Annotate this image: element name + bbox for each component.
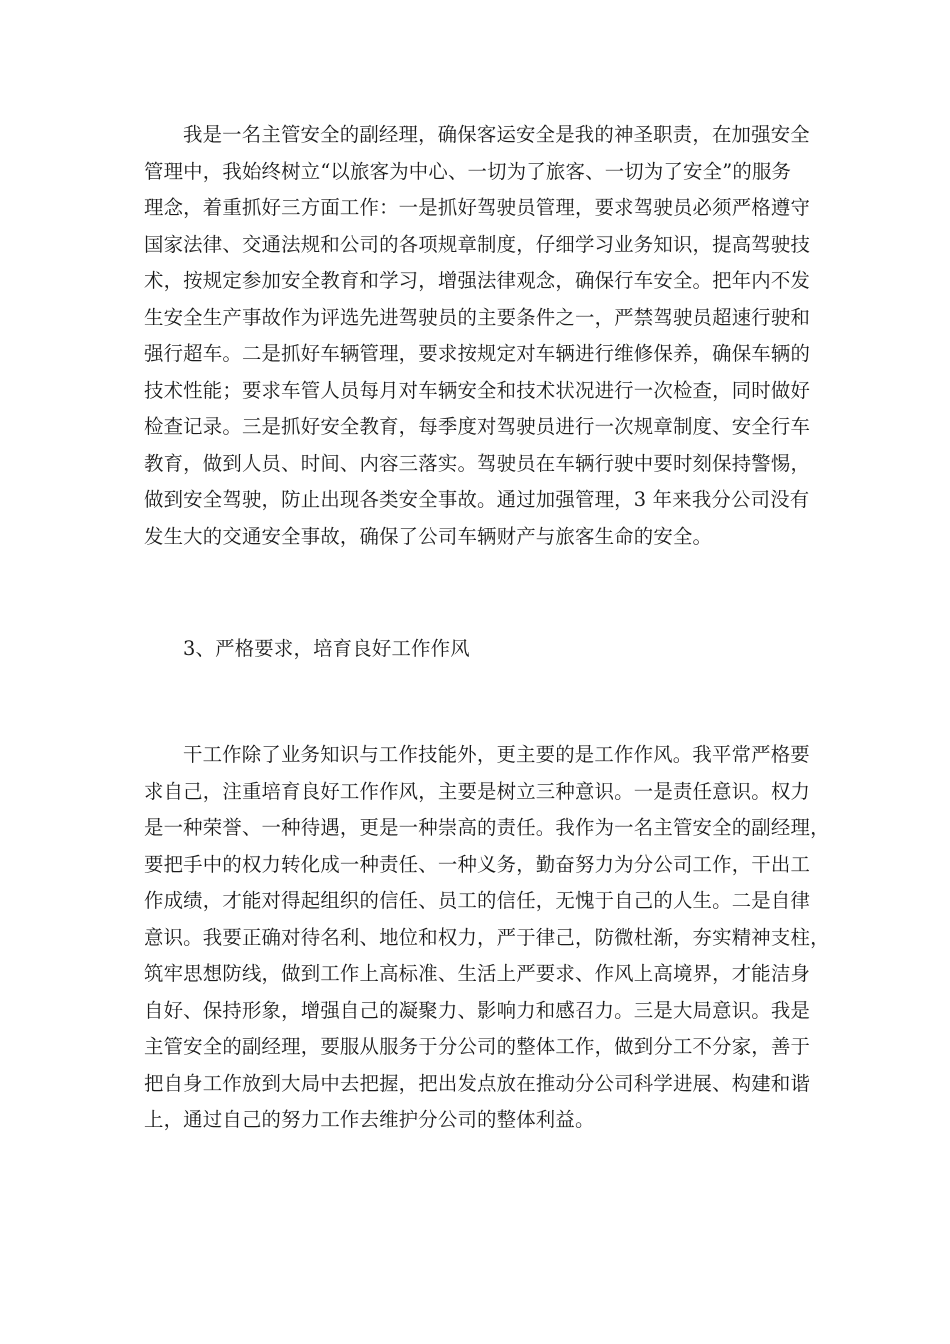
paragraph-line: 技术性能；要求车管人员每月对车辆安全和技术状况进行一次检查，同时做好 — [144, 378, 811, 402]
paragraph-line: 作成绩，才能对得起组织的信任、员工的信任，无愧于自己的人生。二是自律 — [144, 889, 811, 912]
paragraph-line: 检查记录。三是抓好安全教育，每季度对驾驶员进行一次规章制度、安全行车 — [144, 415, 811, 438]
paragraph-line: 主管安全的副经理，要服从服务于分公司的整体工作，做到分工不分家，善于 — [144, 1035, 811, 1058]
paragraph-line: 生安全生产事故作为评选先进驾驶员的主要条件之一，严禁驾驶员超速行驶和 — [144, 305, 811, 329]
paragraph-line: 把自身工作放到大局中去把握，把出发点放在推动分公司科学进展、构建和谐 — [144, 1071, 811, 1095]
paragraph-line: 求自己，注重培育良好工作作风，主要是树立三种意识。一是责任意识。权力 — [144, 779, 811, 803]
paragraph-line: 国家法律、交通法规和公司的各项规章制度，仔细学习业务知识，提高驾驶技 — [144, 232, 811, 256]
paragraph-line: 术，按规定参加安全教育和学习，增强法律观念，确保行车安全。把年内不发 — [144, 269, 811, 292]
paragraph-work-style — [144, 737, 830, 1139]
paragraph-line: 自好、保持形象，增强自己的凝聚力、影响力和感召力。三是大局意识。我是 — [144, 998, 811, 1022]
paragraph-line: 教育，做到人员、时间、内容三落实。驾驶员在车辆行驶中要时刻保持警惕， — [144, 451, 811, 475]
paragraph-safety-management — [144, 117, 811, 555]
paragraph-line: 我是一名主管安全的副经理，确保客运安全是我的神圣职责，在加强安全 — [183, 123, 810, 146]
paragraph-line: 是一种荣誉、一种待遇，更是一种崇高的责任。我作为一名主管安全的副经理， — [144, 816, 830, 839]
section-heading-text: 3、严格要求，培育良好工作作风 — [183, 637, 470, 660]
section-heading — [144, 631, 808, 668]
paragraph-line: 做到安全驾驶，防止出现各类安全事故。通过加强管理，3 年来我分公司没有 — [144, 488, 810, 511]
paragraph-line: 管理中，我始终树立“以旅客为中心、一切为了旅客、一切为了安全”的服务 — [144, 159, 792, 183]
paragraph-line: 发生大的交通安全事故，确保了公司车辆财产与旅客生命的安全。 — [144, 524, 713, 548]
paragraph-line: 干工作除了业务知识与工作技能外，更主要的是工作作风。我平常严格要 — [183, 743, 810, 766]
paragraph-line: 强行超车。二是抓好车辆管理，要求按规定对车辆进行维修保养，确保车辆的 — [144, 342, 811, 365]
paragraph-line: 上，通过自己的努力工作去维护分公司的整体利益。 — [144, 1108, 595, 1131]
paragraph-line: 筑牢思想防线，做到工作上高标准、生活上严要求、作风上高境界，才能洁身 — [144, 962, 811, 985]
paragraph-line: 理念，着重抓好三方面工作：一是抓好驾驶员管理，要求驾驶员必须严格遵守 — [144, 196, 811, 219]
paragraph-line: 要把手中的权力转化成一种责任、一种义务，勤奋努力为分公司工作，干出工 — [144, 852, 811, 876]
paragraph-line: 意识。我要正确对待名利、地位和权力，严于律己，防微杜渐，夯实精神支柱， — [144, 925, 830, 949]
